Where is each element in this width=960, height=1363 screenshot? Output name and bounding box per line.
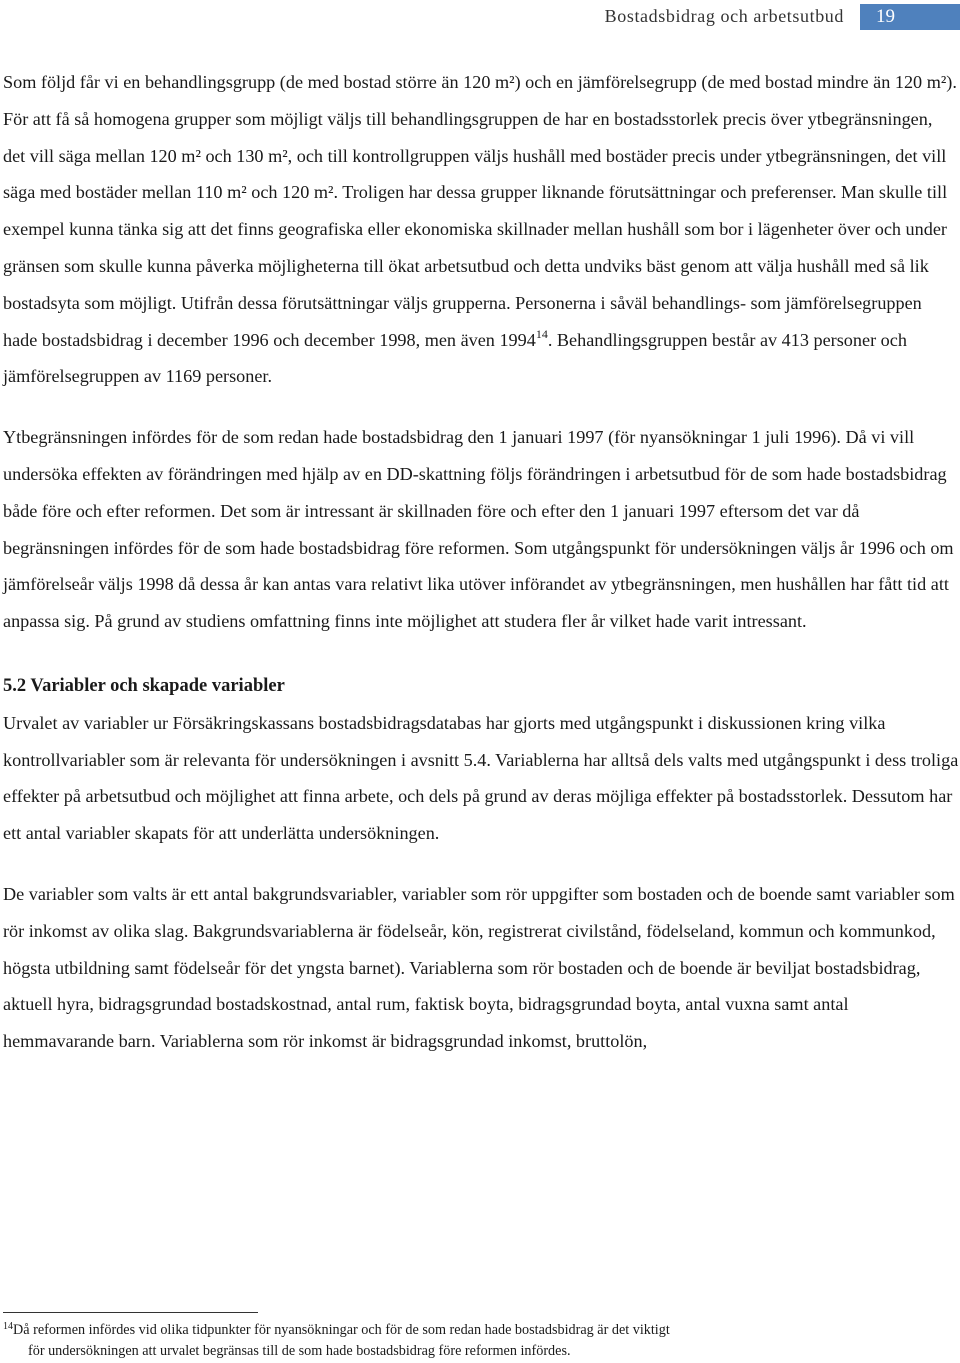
paragraph-variable-selection: Urvalet av variabler ur Försäkringskassans bostadsbidragsdatabas har gjorts med utgångspunkt i diskussionen kring vilka kontrollvariabler som är relevanta för undersökningen i avsnitt 5.4. Variablerna har alltså dels valts med utgångspunkt i dess troliga effekter på arbetsutbud och möjlighet att finna arbete, och dels på grund av deras möjliga effekter på bostadsstorlek. Dessutom har ett antal variabler skapats för att underlätta undersökningen. xyxy=(3,712,959,844)
footnote-reference[interactable]: 14 xyxy=(535,326,548,341)
footnote xyxy=(3,1320,948,1362)
running-title: Bostadsbidrag och arbetsutbud xyxy=(604,6,844,26)
paragraph-reform-timing: Ytbegränsningen infördes för de som redan hade bostadsbidrag den 1 januari 1997 (för nyansökningar 1 juli 1996). Då vi vill undersöka effekten av förändringen med hjälp av en DD-skattning följs förändringen i arbetsutbud för de som hade bostadsbidrag både före och efter reformen. Det som är intressant är skillnaden före och efter den 1 januari 1997 eftersom det var då begränsningen infördes för de som hade bostadsbidrag före reformen. Som utgångspunkt för undersökningen väljs år 1996 och om jämförelseår väljs 1998 då dessa år kan antas vara relativt lika utöver införandet av ytbegränsningen, men hushållen har fått tid att anpassa sig. På grund av studiens omfattning finns inte möjlighet att studera fler år vilket hade varit intressant. xyxy=(3,427,954,632)
paragraph-groups-text: Som följd får vi en behandlingsgrupp (de med bostad större än 120 m²) och en jämförelsegrupp (de med bostad mindre än 120 m²). För att få så homogena grupper som möjligt väljs till behandlingsgruppen de har en bostadsstorlek precis över ytbegränsningen, det vill säga mellan 120 m² och 130 m², och till kontrollgruppen väljs hushåll med bostäder precis under ytbegränsningen, det vill säga med bostäder mellan 110 m² och 120 m². Troligen har dessa grupper liknande förutsättningar och preferenser. Man skulle till exempel kunna tänka sig att det finns geografiska eller ekonomiska skillnader mellan hushåll som bor i lägenheter över och under gränsen som skulle kunna påverka möjligheterna till ökat arbetsutbud och detta undviks bäst genom att välja hushåll med så lik bostadsyta som möjligt. Utifrån dessa förutsättningar väljs grupperna. Personerna i såväl behandlings- som jämförelsegruppen hade bostadsbidrag i december 1996 och december 1998, men även 1994 xyxy=(3,72,957,350)
section-heading: 5.2 Variabler och skapade variabler xyxy=(3,675,285,696)
footnote-divider xyxy=(3,1312,258,1313)
paragraph-groups xyxy=(3,64,959,395)
footnote-line-2: för undersökningen att urvalet begränsas till de som hade bostadsbidrag före reformen infördes. xyxy=(28,1343,571,1359)
page-header xyxy=(0,0,960,34)
footnote-mark: 14 xyxy=(3,1321,13,1332)
document-body xyxy=(3,64,959,1060)
page-number-badge: 19 xyxy=(860,4,960,30)
paragraph-variable-list: De variabler som valts är ett antal bakgrundsvariabler, variabler som rör uppgifter som bostaden och de boende samt variabler som rör inkomst av olika slag. Bakgrundsvariablerna är födelseår, kön, registrerat civilstånd, födelseland, kommun och kommunkod, högsta utbildning samt födelseår för det yngsta barnet). Variablerna som rör bostaden och de boende är beviljat bostadsbidrag, aktuell hyra, bidragsgrundad bostadskostnad, antal rum, faktisk boyta, bidragsgrundad boyta, antal vuxna samt antal hemmavarande barn. Variablerna som rör inkomst är bidragsgrundad inkomst, bruttolön, xyxy=(3,883,955,1052)
paragraph-groups-text-end: . Behandlingsgruppen består av 413 personer och jämförelsegruppen av 1169 personer. xyxy=(3,329,907,387)
footnote-line-1: Då reformen infördes vid olika tidpunkter för nyansökningar och för de som redan hade bostadsbidrag är det viktigt xyxy=(13,1322,670,1338)
